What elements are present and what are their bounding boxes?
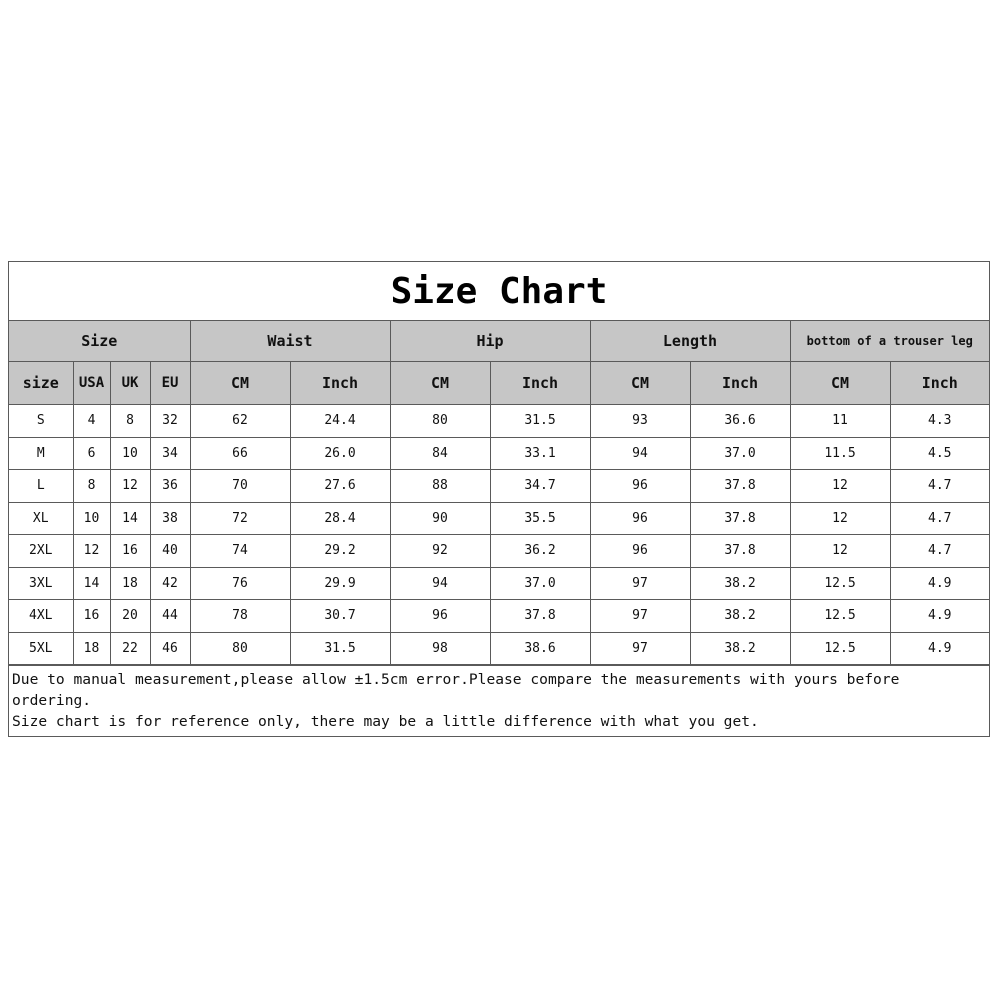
table-cell: 12.5 <box>790 567 890 600</box>
sub-header: USA <box>73 362 110 405</box>
table-cell: 42 <box>150 567 190 600</box>
sub-header: CM <box>590 362 690 405</box>
table-cell: 66 <box>190 437 290 470</box>
table-cell: 37.8 <box>690 502 790 535</box>
table-cell: 40 <box>150 535 190 568</box>
table-cell: 14 <box>73 567 110 600</box>
table-cell: 88 <box>390 470 490 503</box>
size-chart <box>8 261 990 737</box>
table-cell: 18 <box>73 632 110 665</box>
table-cell: 96 <box>390 600 490 633</box>
table-cell: 10 <box>73 502 110 535</box>
sub-header: CM <box>390 362 490 405</box>
table-row <box>9 470 989 503</box>
note-measurement: Due to manual measurement,please allow ±1.5cm error.Please compare the measurements with yours before ordering. <box>12 671 900 709</box>
table-cell: 32 <box>150 405 190 438</box>
table-cell: 76 <box>190 567 290 600</box>
table-cell: 12 <box>790 470 890 503</box>
sub-header: size <box>9 362 73 405</box>
table-cell: 24.4 <box>290 405 390 438</box>
table-row <box>9 632 989 665</box>
table-cell: 37.8 <box>690 470 790 503</box>
sub-header: CM <box>190 362 290 405</box>
table-cell: 11 <box>790 405 890 438</box>
table-row <box>9 502 989 535</box>
table-cell: 12 <box>790 535 890 568</box>
table-cell: 34 <box>150 437 190 470</box>
table-cell: 4XL <box>9 600 73 633</box>
sub-header: CM <box>790 362 890 405</box>
table-cell: 22 <box>110 632 150 665</box>
table-cell: 93 <box>590 405 690 438</box>
group-header-hip: Hip <box>390 321 590 362</box>
table-cell: 31.5 <box>290 632 390 665</box>
table-row <box>9 535 989 568</box>
table-cell: 30.7 <box>290 600 390 633</box>
table-cell: L <box>9 470 73 503</box>
table-cell: 20 <box>110 600 150 633</box>
table-cell: 28.4 <box>290 502 390 535</box>
table-cell: 29.2 <box>290 535 390 568</box>
table-cell: 36.2 <box>490 535 590 568</box>
table-cell: 97 <box>590 632 690 665</box>
table-cell: 96 <box>590 502 690 535</box>
table-cell: 38.2 <box>690 567 790 600</box>
table-cell: 4.9 <box>890 632 989 665</box>
table-cell: 36 <box>150 470 190 503</box>
sub-header-row <box>9 362 989 405</box>
size-table <box>9 321 989 665</box>
table-cell: 62 <box>190 405 290 438</box>
sub-header: Inch <box>890 362 989 405</box>
table-cell: 27.6 <box>290 470 390 503</box>
table-cell: 38 <box>150 502 190 535</box>
table-cell: XL <box>9 502 73 535</box>
table-cell: 38.2 <box>690 632 790 665</box>
table-cell: 12 <box>790 502 890 535</box>
table-cell: 11.5 <box>790 437 890 470</box>
table-cell: 84 <box>390 437 490 470</box>
group-header-size: Size <box>9 321 190 362</box>
table-cell: 2XL <box>9 535 73 568</box>
sub-header: Inch <box>490 362 590 405</box>
table-cell: 12 <box>110 470 150 503</box>
table-cell: 80 <box>390 405 490 438</box>
table-cell: 6 <box>73 437 110 470</box>
table-cell: 4.3 <box>890 405 989 438</box>
table-cell: 37.0 <box>490 567 590 600</box>
table-cell: 96 <box>590 470 690 503</box>
table-cell: 97 <box>590 567 690 600</box>
table-cell: 12.5 <box>790 632 890 665</box>
table-cell: 37.0 <box>690 437 790 470</box>
table-cell: 8 <box>110 405 150 438</box>
group-header-waist: Waist <box>190 321 390 362</box>
table-cell: 38.6 <box>490 632 590 665</box>
sub-header: Inch <box>290 362 390 405</box>
table-cell: 31.5 <box>490 405 590 438</box>
group-header-length: Length <box>590 321 790 362</box>
table-cell: 26.0 <box>290 437 390 470</box>
table-cell: 33.1 <box>490 437 590 470</box>
table-cell: 4.9 <box>890 600 989 633</box>
sub-header: Inch <box>690 362 790 405</box>
table-cell: 92 <box>390 535 490 568</box>
table-cell: 80 <box>190 632 290 665</box>
note-reference: Size chart is for reference only, there may be a little difference with what you get. <box>12 713 759 730</box>
table-cell: 29.9 <box>290 567 390 600</box>
table-cell: 70 <box>190 470 290 503</box>
table-cell: 5XL <box>9 632 73 665</box>
table-cell: 38.2 <box>690 600 790 633</box>
table-row <box>9 405 989 438</box>
table-cell: 44 <box>150 600 190 633</box>
table-cell: 14 <box>110 502 150 535</box>
table-cell: 4.5 <box>890 437 989 470</box>
table-cell: 8 <box>73 470 110 503</box>
table-cell: 94 <box>590 437 690 470</box>
sub-header: UK <box>110 362 150 405</box>
table-cell: 16 <box>73 600 110 633</box>
table-cell: 4.9 <box>890 567 989 600</box>
table-cell: M <box>9 437 73 470</box>
table-cell: 94 <box>390 567 490 600</box>
table-cell: 72 <box>190 502 290 535</box>
table-cell: 18 <box>110 567 150 600</box>
table-cell: 96 <box>590 535 690 568</box>
group-header-trouser-bottom: bottom of a trouser leg <box>790 321 989 362</box>
notes <box>9 665 989 736</box>
table-cell: 12.5 <box>790 600 890 633</box>
table-cell: 3XL <box>9 567 73 600</box>
table-cell: 12 <box>73 535 110 568</box>
table-cell: 90 <box>390 502 490 535</box>
table-row <box>9 437 989 470</box>
table-cell: 46 <box>150 632 190 665</box>
sub-header: EU <box>150 362 190 405</box>
table-cell: 35.5 <box>490 502 590 535</box>
table-cell: 36.6 <box>690 405 790 438</box>
chart-title: Size Chart <box>9 262 989 321</box>
table-cell: 78 <box>190 600 290 633</box>
table-cell: 4 <box>73 405 110 438</box>
table-row <box>9 600 989 633</box>
table-cell: 4.7 <box>890 470 989 503</box>
group-header-row <box>9 321 989 362</box>
table-cell: 37.8 <box>490 600 590 633</box>
table-cell: S <box>9 405 73 438</box>
table-cell: 16 <box>110 535 150 568</box>
table-cell: 97 <box>590 600 690 633</box>
table-cell: 4.7 <box>890 535 989 568</box>
table-cell: 34.7 <box>490 470 590 503</box>
table-cell: 98 <box>390 632 490 665</box>
table-cell: 10 <box>110 437 150 470</box>
table-cell: 4.7 <box>890 502 989 535</box>
table-body <box>9 405 989 665</box>
table-cell: 37.8 <box>690 535 790 568</box>
table-cell: 74 <box>190 535 290 568</box>
table-row <box>9 567 989 600</box>
